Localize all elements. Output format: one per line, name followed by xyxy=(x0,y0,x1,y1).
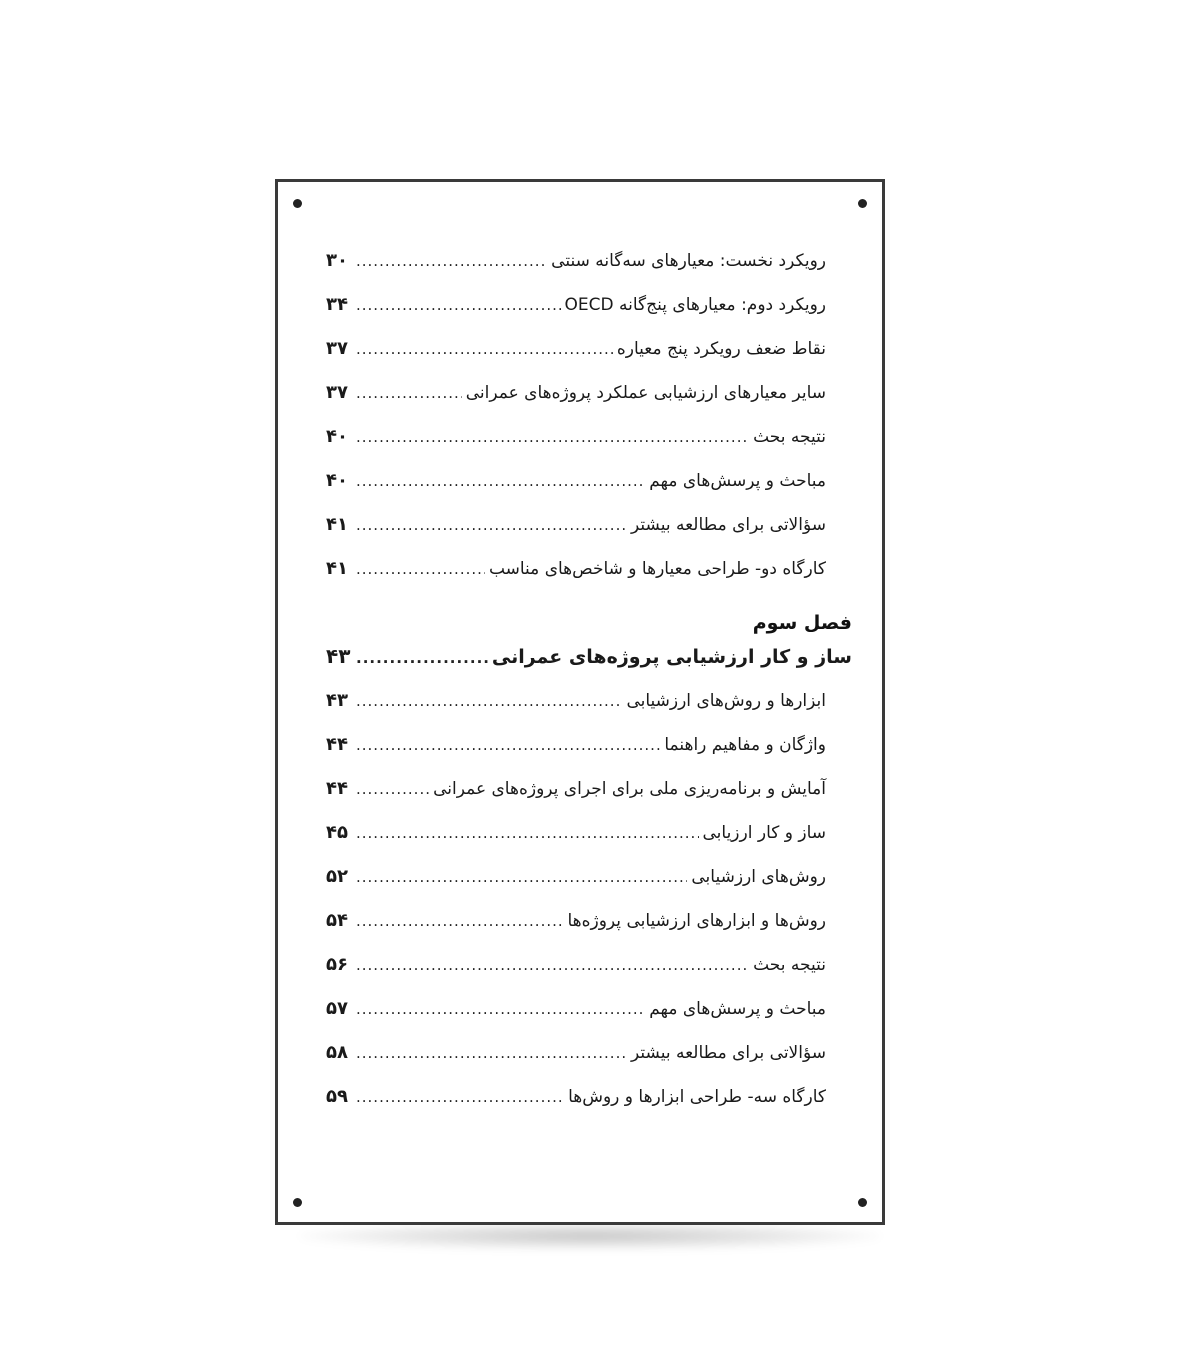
toc-entry-page: ۳۴ xyxy=(326,294,348,315)
dot-leader xyxy=(356,736,660,754)
chapter-label: فصل سوم xyxy=(752,612,852,634)
dot-leader xyxy=(356,516,627,534)
toc-entry xyxy=(326,954,826,998)
toc-entry-page: ۴۱ xyxy=(326,558,348,579)
toc-entry xyxy=(326,558,826,602)
corner-dot xyxy=(858,199,867,208)
toc-entry-title: نقاط ضعف رویکرد پنج معیاره xyxy=(616,339,826,359)
toc-entry xyxy=(326,690,826,734)
page-shadow xyxy=(300,1222,880,1250)
toc-entry-title: کارگاه سه- طراحی ابزارها و روش‌ها xyxy=(568,1087,826,1107)
table-of-contents xyxy=(326,250,852,1130)
toc-entry-page: ۵۸ xyxy=(326,1042,348,1063)
toc-entry-title: رویکرد دوم: معیارهای پنج‌گانه OECD xyxy=(564,295,826,315)
toc-entry-title: آمایش و برنامه‌ریزی ملی برای اجرای پروژه‌های عمرانی xyxy=(433,779,826,799)
dot-leader xyxy=(356,956,749,974)
dot-leader xyxy=(356,692,622,710)
dot-leader xyxy=(356,780,429,798)
chapter-title: ساز و کار ارزشیابی پروژه‌های عمرانی xyxy=(491,646,852,668)
chapter-title-entry xyxy=(326,644,852,690)
toc-entry-title: کارگاه دو- طراحی معیارها و شاخص‌های مناسب xyxy=(488,559,826,579)
toc-entry-page: ۳۰ xyxy=(326,250,348,271)
toc-entry-page: ۴۳ xyxy=(326,690,348,711)
toc-entry-title: واژگان و مفاهیم راهنما xyxy=(664,735,826,755)
toc-entry xyxy=(326,998,826,1042)
toc-entry-page: ۵۶ xyxy=(326,954,348,975)
toc-entry xyxy=(326,426,826,470)
chapter-page: ۴۳ xyxy=(326,644,351,668)
toc-entry xyxy=(326,1042,826,1086)
toc-entry-title: روش‌های ارزشیابی xyxy=(691,867,826,887)
dot-leader xyxy=(356,428,749,446)
toc-entry-page: ۴۰ xyxy=(326,426,348,447)
book-page xyxy=(275,179,885,1225)
dot-leader xyxy=(356,340,613,358)
toc-entry-page: ۳۷ xyxy=(326,338,348,359)
toc-entry xyxy=(326,514,826,558)
corner-dot xyxy=(293,199,302,208)
dot-leader xyxy=(356,1044,627,1062)
toc-entry-page: ۴۱ xyxy=(326,514,348,535)
toc-entry-title: روش‌ها و ابزارهای ارزشیابی پروژه‌ها xyxy=(567,911,826,931)
dot-leader xyxy=(356,912,563,930)
toc-entry-page: ۵۲ xyxy=(326,866,348,887)
toc-entry-title: ساز و کار ارزیابی xyxy=(702,823,826,843)
dot-leader xyxy=(356,649,488,667)
toc-entry-title: رویکرد نخست: معیارهای سه‌گانه سنتی xyxy=(551,251,826,271)
dot-leader xyxy=(356,472,645,490)
dot-leader xyxy=(356,1000,645,1018)
toc-entry-title: سؤالاتی برای مطالعه بیشتر xyxy=(631,515,826,535)
toc-entry-title: مباحث و پرسش‌های مهم xyxy=(649,471,826,491)
dot-leader xyxy=(356,252,547,270)
toc-entry-page: ۴۵ xyxy=(326,822,348,843)
toc-entry xyxy=(326,734,826,778)
toc-entry-title: سؤالاتی برای مطالعه بیشتر xyxy=(631,1043,826,1063)
toc-entry xyxy=(326,822,826,866)
dot-leader xyxy=(356,384,462,402)
toc-entry-page: ۵۷ xyxy=(326,998,348,1019)
toc-entry-title: نتیجه بحث xyxy=(753,955,826,975)
toc-entry xyxy=(326,1086,826,1130)
corner-dot xyxy=(858,1198,867,1207)
toc-entry xyxy=(326,910,826,954)
dot-leader xyxy=(356,296,561,314)
toc-entry-page: ۳۷ xyxy=(326,382,348,403)
toc-entry-title: مباحث و پرسش‌های مهم xyxy=(649,999,826,1019)
toc-entry xyxy=(326,338,826,382)
toc-entry-page: ۴۰ xyxy=(326,470,348,491)
toc-entry-page: ۴۴ xyxy=(326,778,348,799)
dot-leader xyxy=(356,868,687,886)
toc-entry xyxy=(326,778,826,822)
toc-entry xyxy=(326,250,826,294)
dot-leader xyxy=(356,560,485,578)
toc-entry-page: ۵۹ xyxy=(326,1086,348,1107)
toc-entry-title: نتیجه بحث xyxy=(753,427,826,447)
toc-entry-title: سایر معیارهای ارزشیابی عملکرد پروژه‌های عمرانی xyxy=(465,383,826,403)
toc-entry xyxy=(326,866,826,910)
corner-dot xyxy=(293,1198,302,1207)
dot-leader xyxy=(356,824,699,842)
toc-entry xyxy=(326,382,826,426)
toc-entry-title: ابزارها و روش‌های ارزشیابی xyxy=(626,691,826,711)
toc-entry xyxy=(326,470,826,514)
dot-leader xyxy=(356,1088,564,1106)
toc-entry-page: ۴۴ xyxy=(326,734,348,755)
toc-entry xyxy=(326,294,826,338)
toc-entry-page: ۵۴ xyxy=(326,910,348,931)
